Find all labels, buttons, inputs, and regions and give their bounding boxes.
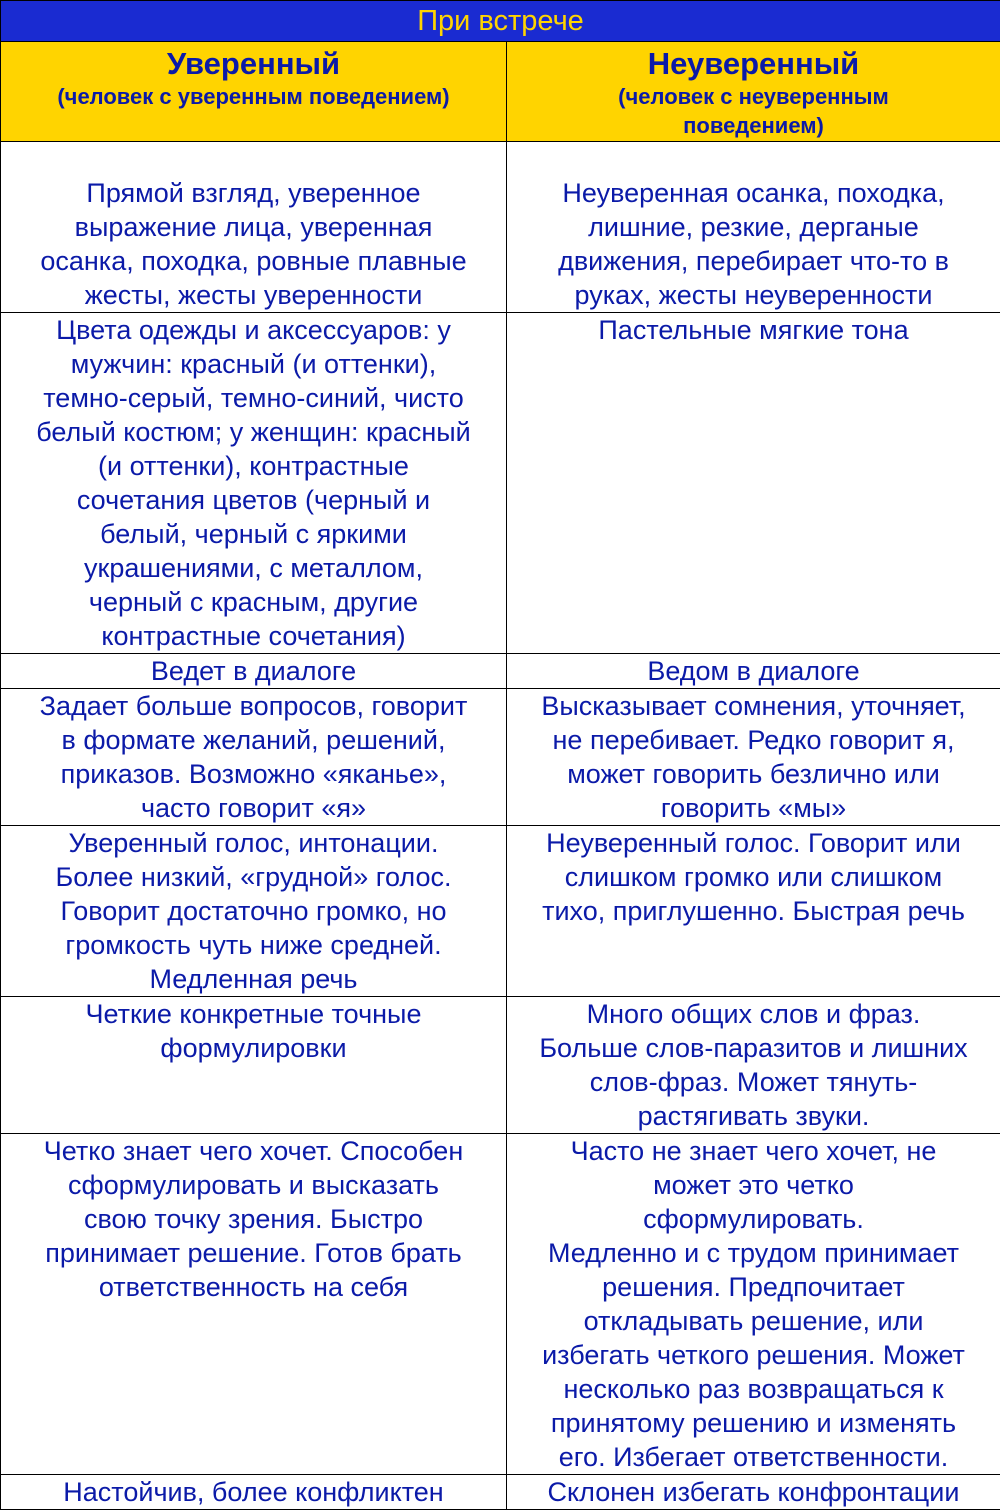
cell-insecure xyxy=(507,142,1000,313)
cell-confident xyxy=(1,997,507,1134)
cell-text: Уверенный голос, интонации. Более низкий, «грудной» голос. Говорит достаточно громко, но громкость чуть ниже средней. Медленная речь xyxy=(9,826,498,996)
cell-confident xyxy=(1,654,507,689)
cell-confident xyxy=(1,826,507,997)
cell-text: Четкие конкретные точные формулировки xyxy=(9,997,498,1065)
cell-text: Часто не знает чего хочет, не может это четко сформулировать. Медленно и с трудом принимает решения. Предпочитает откладывать решение, или избегать четкого решения. Может несколько раз возвращаться к принятому решению и изменять его. Избегает ответственности. xyxy=(515,1134,992,1474)
header-row xyxy=(1,42,1000,142)
table-row xyxy=(1,142,1000,313)
table-row xyxy=(1,689,1000,826)
cell-text: Цвета одежды и аксессуаров: у мужчин: красный (и оттенки), темно-серый, темно-синий, чисто белый костюм; у женщин: красный (и оттенки), контрастные сочетания цветов (черный и белый, черный с яркими украшениями, с металлом, черный с красным, другие контрастные сочетания) xyxy=(9,313,498,653)
cell-text: Высказывает сомнения, уточняет, не перебивает. Редко говорит я, может говорить безлично или говорить «мы» xyxy=(515,689,992,825)
cell-insecure xyxy=(507,689,1000,826)
cell-confident xyxy=(1,1134,507,1475)
cell-insecure xyxy=(507,313,1000,654)
cell-text: Пастельные мягкие тона xyxy=(515,313,992,347)
table-row xyxy=(1,654,1000,689)
cell-text: Задает больше вопросов, говорит в формате желаний, решений, приказов. Возможно «яканье», часто говорит «я» xyxy=(9,689,498,825)
table-row xyxy=(1,997,1000,1134)
cell-text: Склонен избегать конфронтации xyxy=(515,1475,992,1509)
cell-confident xyxy=(1,142,507,313)
cell-insecure xyxy=(507,1134,1000,1475)
cell-insecure xyxy=(507,997,1000,1134)
title-row xyxy=(1,1,1000,42)
table-row xyxy=(1,313,1000,654)
table-title: При встрече xyxy=(1,1,1000,42)
cell-confident xyxy=(1,1475,507,1510)
column-subtitle-insecure: (человек с неуверенным поведением) xyxy=(515,82,992,140)
column-header-confident xyxy=(1,42,507,142)
cell-insecure xyxy=(507,1475,1000,1510)
cell-text: Неуверенный голос. Говорит или слишком громко или слишком тихо, приглушенно. Быстрая речь xyxy=(515,826,992,928)
table-row xyxy=(1,1475,1000,1510)
cell-confident xyxy=(1,313,507,654)
table-row xyxy=(1,1134,1000,1475)
cell-text: Четко знает чего хочет. Способен сформулировать и высказать свою точку зрения. Быстро принимает решение. Готов брать ответственность на себя xyxy=(9,1134,498,1304)
cell-text: Много общих слов и фраз. Больше слов-паразитов и лишних слов-фраз. Может тянуть- растягивать звуки. xyxy=(515,997,992,1133)
cell-insecure xyxy=(507,826,1000,997)
column-header-insecure xyxy=(507,42,1000,142)
cell-confident xyxy=(1,689,507,826)
column-title-insecure: Неуверенный xyxy=(515,46,992,82)
cell-text: Ведом в диалоге xyxy=(515,654,992,688)
cell-text: Прямой взгляд, уверенное выражение лица, уверенная осанка, походка, ровные плавные жесты, жесты уверенности xyxy=(9,176,498,312)
cell-text: Неуверенная осанка, походка, лишние, резкие, дерганые движения, перебирает что-то в руках, жесты неуверенности xyxy=(515,176,992,312)
column-subtitle-confident: (человек с уверенным поведением) xyxy=(9,82,498,111)
cell-text: Настойчив, более конфликтен xyxy=(9,1475,498,1509)
cell-text: Ведет в диалоге xyxy=(9,654,498,688)
column-title-confident: Уверенный xyxy=(9,46,498,82)
table-row xyxy=(1,826,1000,997)
cell-insecure xyxy=(507,654,1000,689)
